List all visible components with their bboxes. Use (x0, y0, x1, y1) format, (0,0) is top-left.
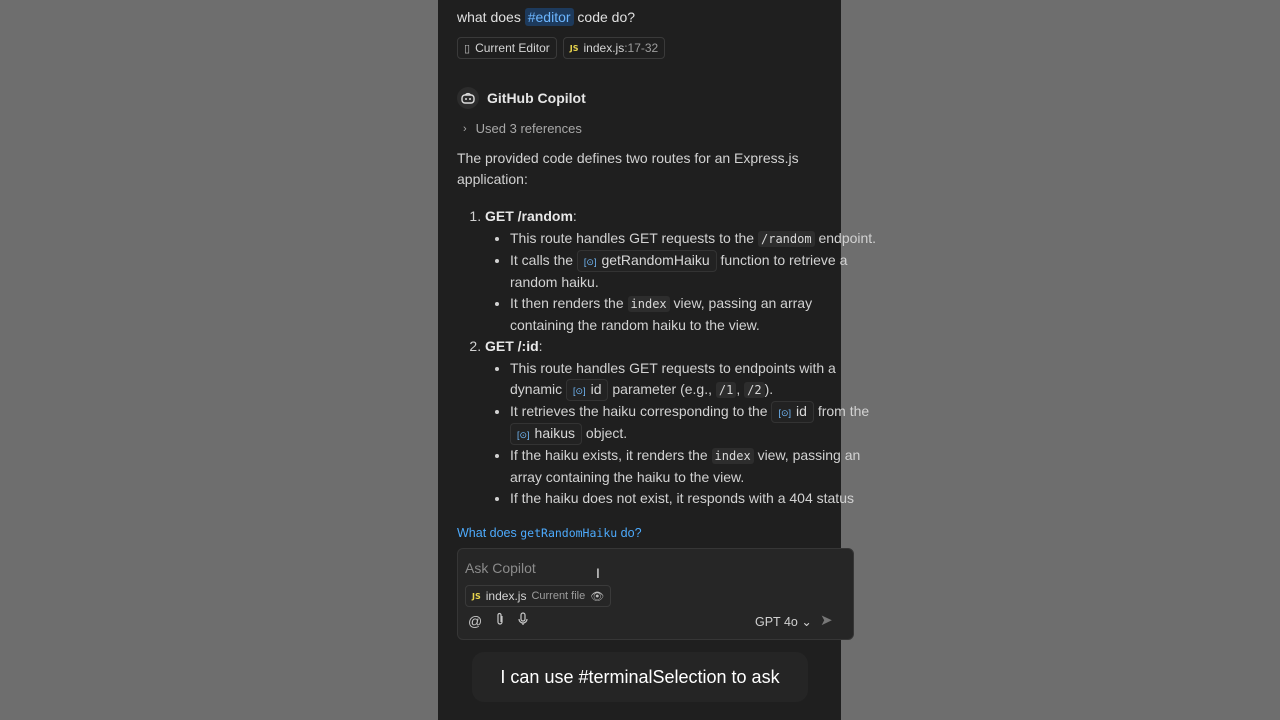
route-item: 1. GET /random: • This route handles GET requests to the /random endpoint. • It calls the [⊙] getRandomHaiku function to retrieve a random haiku. • It then renders the index view, passing an array containing the random haiku to the view. (485, 206, 877, 336)
list-item: • This route handles GET requests to the /random endpoint. (510, 228, 877, 250)
question-text-after: code do? (577, 9, 636, 25)
attached-file-chip[interactable] (465, 585, 611, 607)
js-file-icon: JS (569, 43, 579, 53)
mention-icon[interactable]: @ (468, 612, 483, 629)
reference-label: index.js:17-32 (583, 41, 659, 55)
list-item: • It calls the [⊙] getRandomHaiku function to retrieve a random haiku. (510, 250, 877, 293)
chat-input-box[interactable] (457, 548, 854, 640)
copilot-chat-panel (438, 0, 877, 720)
symbol-reference[interactable]: [⊙] haikus (510, 423, 582, 445)
inline-code: /1 (716, 382, 736, 398)
variable-symbol-icon: [⊙] (573, 385, 586, 396)
model-name: GPT 4o (755, 615, 798, 629)
reference-label: Current Editor (475, 41, 550, 55)
attach-paperclip-icon[interactable] (495, 612, 505, 629)
variable-symbol-icon: [⊙] (583, 256, 597, 267)
current-editor-reference[interactable] (457, 37, 557, 59)
file-icon: ▯ (464, 42, 471, 55)
inline-code: /random (758, 231, 815, 247)
ask-copilot-input[interactable]: Ask Copilot (465, 560, 536, 576)
index-js-reference[interactable] (563, 37, 665, 59)
inline-code: /2 (744, 382, 764, 398)
editor-variable-chip[interactable]: #editor (525, 8, 574, 26)
inline-code: index (712, 448, 754, 464)
question-text-before: what does (457, 9, 521, 25)
list-item: • If the haiku does not exist, it responds with a 404 status (510, 488, 877, 509)
used-references-label: Used 3 references (475, 121, 582, 136)
text-cursor-icon: I (596, 565, 600, 581)
copilot-avatar-icon (457, 87, 479, 109)
question-references (457, 37, 665, 59)
copilot-answer (457, 148, 877, 520)
attached-file-name: index.js (485, 589, 527, 603)
suggestion-code: getRandomHaiku (520, 526, 618, 540)
route-item: 2. GET /:id: • This route handles GET requests to endpoints with a dynamic [⊙] id parameter (e.g., /1 , /2 ). • It retrieves the haiku corresponding to the [⊙] id from the [⊙] haikus object. • If the haiku exists, it renders the index view, passing an array containing the haiku to the view. • If the haiku does not exist, it responds with a 404 status (485, 336, 877, 509)
model-picker[interactable] (755, 614, 812, 629)
variable-symbol-icon: [⊙] (517, 430, 530, 441)
inline-code: index (628, 296, 670, 312)
input-toolbar (468, 612, 528, 629)
route-title: GET /random (485, 208, 573, 225)
follow-up-suggestion[interactable]: What does getRandomHaiku do? (457, 526, 642, 540)
list-item: • It then renders the index view, passing an array containing the random haiku to the view. (510, 293, 877, 336)
route-details (485, 358, 877, 510)
route-details (485, 228, 877, 337)
variable-symbol-icon: [⊙] (778, 408, 792, 419)
list-item: • It retrieves the haiku corresponding to the [⊙] id from the [⊙] haikus object. (510, 401, 877, 445)
send-icon[interactable]: ➤ (820, 612, 833, 629)
js-file-icon: JS (472, 591, 481, 601)
chevron-down-icon: ⌄ (801, 615, 812, 629)
list-item: • This route handles GET requests to endpoints with a dynamic [⊙] id parameter (e.g., /1 , /2 ). (510, 358, 877, 401)
symbol-reference[interactable]: [⊙] id (771, 401, 813, 423)
used-references-toggle[interactable] (463, 121, 582, 136)
route-title: GET /:id (485, 338, 539, 355)
symbol-reference[interactable]: [⊙] getRandomHaiku (577, 250, 717, 272)
chevron-right-icon: › (463, 122, 467, 135)
responder-name: GitHub Copilot (487, 90, 586, 106)
routes-list (457, 206, 877, 509)
attached-file-note: Current file (531, 590, 586, 602)
list-item: • If the haiku exists, it renders the index view, passing an array containing the haiku to the view. (510, 445, 877, 488)
user-question (457, 9, 635, 25)
microphone-icon[interactable] (518, 612, 528, 629)
eye-icon[interactable]: 👁 (590, 590, 605, 603)
answer-intro: The provided code defines two routes for an Express.js application: (457, 150, 799, 188)
response-header (457, 87, 586, 109)
symbol-reference[interactable]: [⊙] id (566, 379, 608, 401)
video-caption: I can use #terminalSelection to ask (472, 652, 808, 702)
